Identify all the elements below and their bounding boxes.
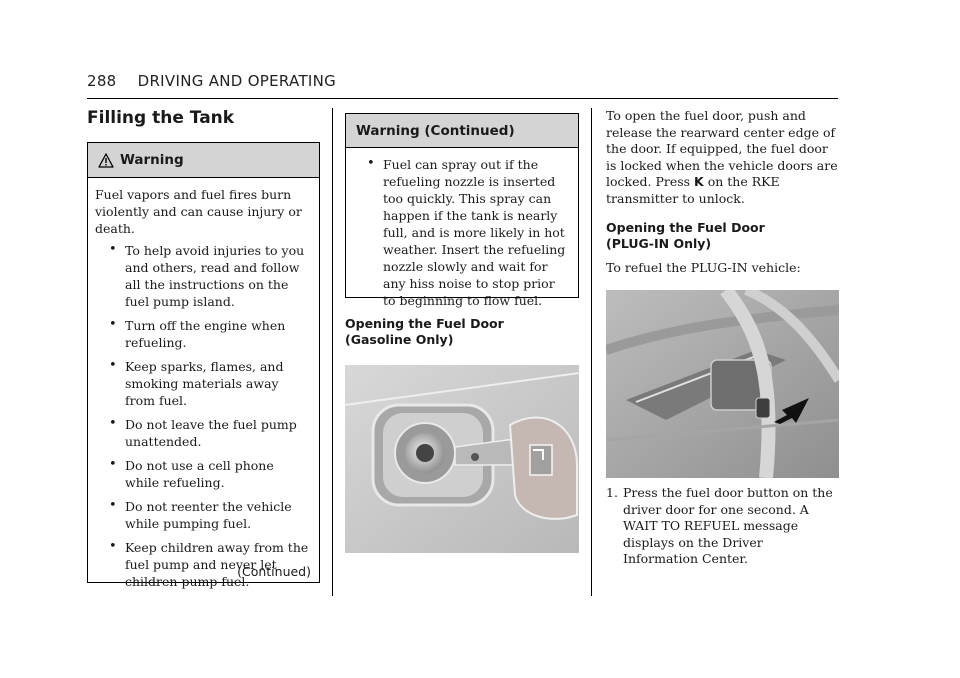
warning-bullet: • Do not leave the fuel pump unattended. <box>109 416 297 449</box>
warning-bullet: • Keep sparks, flames, and smoking materials away from fuel. <box>109 358 284 408</box>
key-fob-icon: K <box>694 174 704 189</box>
plugin-intro: To refuel the PLUG-IN vehicle: <box>606 260 801 275</box>
page-number: 288 <box>87 72 117 90</box>
open-fuel-door-text: To open the fuel door, push and release the rearward center edge of the door. If equipped, the fuel door is locked when the vehicle doors are locked. Press K on the RKE transmitter to unlock. <box>606 108 838 206</box>
warning-bullet: • To help avoid injuries to you and others, read and follow all the instructions on the fuel pump island. <box>109 242 305 309</box>
fuel-door-photo <box>345 365 579 553</box>
warning-bullet: • Fuel can spray out if the refueling nozzle is inserted too quickly. This spray can happen if the tank is nearly full, and is more likely in hot weather. Insert the refueling nozzle slowly and wait for any hiss noise to stop prior to beginning to flow fuel. <box>367 156 566 308</box>
driver-door-illustration <box>606 290 839 478</box>
section-name: DRIVING AND OPERATING <box>137 72 337 90</box>
running-header <box>87 72 336 90</box>
page-title: Filling the Tank <box>87 108 235 128</box>
warning-bullet: • Turn off the engine when refueling. <box>109 317 286 350</box>
warning-bullet: • Do not reenter the vehicle while pumping fuel. <box>109 498 292 531</box>
warning-header <box>88 143 319 178</box>
warning-triangle-icon <box>98 153 114 168</box>
warning-continued-box <box>345 113 579 308</box>
warning-title: Warning <box>120 152 184 168</box>
warning-continued-bullets <box>353 156 570 309</box>
warning-bullets <box>95 242 311 590</box>
header-rule <box>87 98 838 99</box>
column-divider-2 <box>591 108 592 596</box>
continued-label: (Continued) <box>237 564 311 579</box>
warning-bullet: • Keep children away from the fuel pump and never let children pump fuel. <box>109 539 309 589</box>
plugin-heading: Opening the Fuel Door (PLUG-IN Only) <box>606 220 765 251</box>
gasoline-heading: Opening the Fuel Door (Gasoline Only) <box>345 316 504 347</box>
step-list <box>606 485 841 568</box>
warning-box <box>87 142 320 589</box>
driver-door-photo <box>606 290 839 478</box>
step-number: 1. <box>606 485 618 500</box>
column-divider-1 <box>332 108 333 596</box>
step-text: Press the fuel door button on the driver door for one second. A WAIT TO REFUEL message displays on the Driver Information Center. <box>623 485 833 566</box>
warning-bullet: • Do not use a cell phone while refueling. <box>109 457 274 490</box>
warning-continued-header: Warning (Continued) <box>346 114 578 148</box>
fuel-door-illustration <box>345 365 579 553</box>
warning-intro: Fuel vapors and fuel fires burn violently and can cause injury or death. <box>95 187 302 236</box>
